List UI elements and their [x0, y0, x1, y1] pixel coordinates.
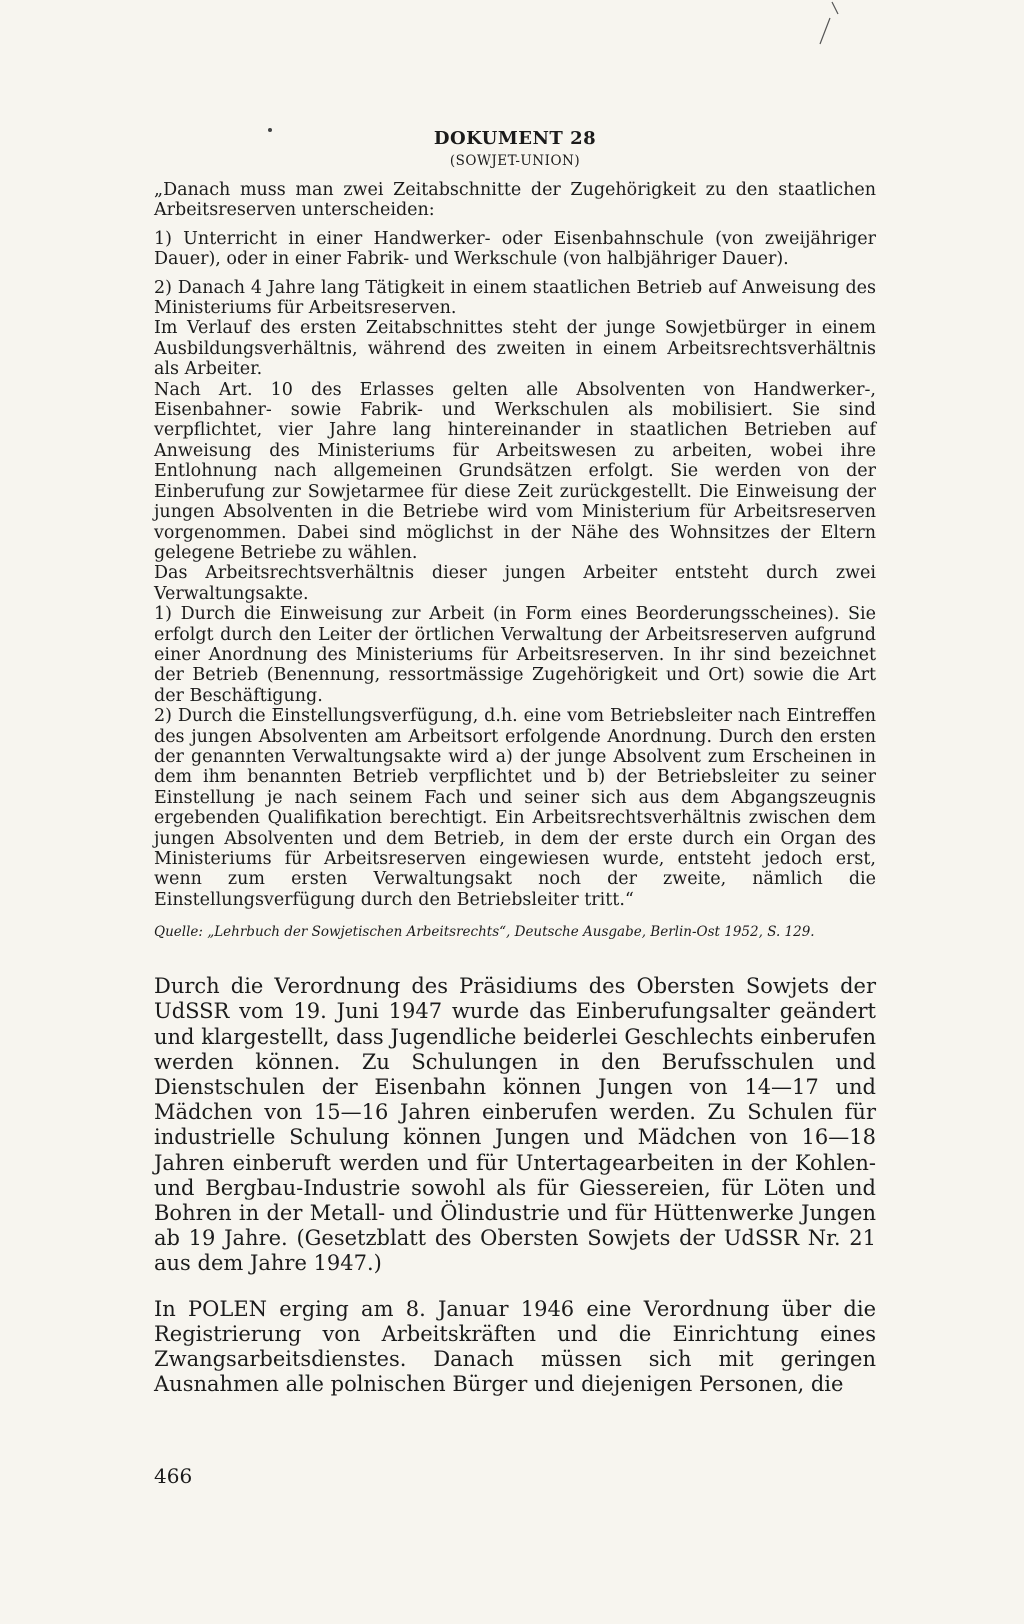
body-paragraph: Durch die Verordnung des Präsidiums des Obersten Sowjets der UdSSR vom 19. Juni 1947 wurde das Einberufungsalter geändert und klargestellt, dass Jugendliche beiderlei Geschlechts einberufen werden können. Zu Schulungen in den Berufsschulen und Dienstschulen der Eisenbahn können Jungen von 14—17 und Mädchen von 15—16 Jahren einberufen werden. Zu Schulen für industrielle Schulung können Jungen und Mädchen von 16—18 Jahren einberuft werden und für Untertagearbeiten in der Kohlen- und Bergbau-Industrie sowohl als für Giessereien, für Löten und Bohren in der Metall- und Ölindustrie und für Hüttenwerke Jungen ab 19 Jahre. (Gesetzblatt des Obersten Sowjets der UdSSR Nr. 21 aus dem Jahre 1947.) [154, 974, 876, 1276]
body-text [154, 974, 876, 1397]
quote-paragraph: 2) Danach 4 Jahre lang Tätigkeit in einem staatlichen Betrieb auf Anweisung des Ministeriums für Arbeitsreserven. [154, 277, 876, 319]
page-number: 466 [154, 1464, 193, 1488]
document-subtitle: (SOWJET-UNION) [449, 153, 581, 169]
document-title: DOKUMENT 28 [433, 128, 597, 149]
document-page [154, 128, 876, 1397]
quote-paragraph: 1) Durch die Einweisung zur Arbeit (in Form eines Beorderungsscheines). Sie erfolgt durch den Leiter der örtlichen Verwaltung der Arbeitsreserven aufgrund einer Anordnung des Ministeriums für Arbeitsreserven. In ihr sind bezeichnet der Betrieb (Benennung, ressortmässige Zugehörigkeit und Ort) sowie die Art der Beschäftigung. [154, 604, 876, 706]
quote-paragraph: „Danach muss man zwei Zeitabschnitte der Zugehörigkeit zu den staatlichen Arbeitsreserven unterscheiden: [154, 180, 876, 221]
quoted-passage [154, 180, 876, 910]
quote-paragraph: Nach Art. 10 des Erlasses gelten alle Absolventen von Handwerker-, Eisenbahner- sowie Fabrik- und Werkschulen als mobilisiert. Sie sind verpflichtet, vier Jahre lang hintereinander in staatlichen Betrieben auf Anweisung des Ministeriums für Arbeitswesen zu arbeiten, wobei ihre Entlohnung nach allgemeinen Grundsätzen erfolgt. Sie werden von der Einberufung zur Sowjetarmee für diese Zeit zurückgestellt. Die Einweisung der jungen Absolventen in die Betriebe wird vom Ministerium für Arbeitsreserven vorgenommen. Dabei sind möglichst in der Nähe des Wohnsitzes der Eltern gelegene Betriebe zu wählen. [154, 379, 876, 563]
source-citation: Quelle: „Lehrbuch der Sowjetischen Arbeitsrechts“, Deutsche Ausgabe, Berlin-Ost 1952, S. 129. [154, 924, 815, 941]
quote-paragraph: 1) Unterricht in einer Handwerker- oder Eisenbahnschule (von zweijähriger Dauer), oder in einer Fabrik- und Werkschule (von halbjähriger Dauer). [154, 228, 876, 270]
quote-paragraph: Im Verlauf des ersten Zeitabschnittes steht der junge Sowjetbürger in einem Ausbildungsverhältnis, während des zweiten in einem Arbeitsrechtsverhältnis als Arbeiter. [154, 318, 876, 380]
corner-pencil-mark [812, 0, 852, 60]
body-paragraph: In POLEN erging am 8. Januar 1946 eine Verordnung über die Registrierung von Arbeitskräften und die Einrichtung eines Zwangsarbeitsdienstes. Danach müssen sich mit geringen Ausnahmen alle polnischen Bürger und diejenigen Personen, die [154, 1296, 876, 1397]
quote-paragraph: 2) Durch die Einstellungsverfügung, d.h. eine vom Betriebsleiter nach Eintreffen des jungen Absolventen am Arbeitsort erfolgende Anordnung. Durch den ersten der genannten Verwaltungsakte wird a) der junge Absolvent zum Erscheinen in dem ihm benannten Betrieb verpflichtet und b) der Betriebsleiter zu seiner Einstellung je nach seinem Fach und seiner sich aus dem Abgangszeugnis ergebenden Qualifikation berechtigt. Ein Arbeitsrechtsverhältnis zwischen dem jungen Absolventen und dem Betrieb, in dem der erste durch ein Organ des Ministeriums für Arbeitsreserven eingewiesen wurde, entsteht jedoch erst, wenn zum ersten Verwaltungsakt noch der zweite, nämlich die Einstellungsverfügung durch den Betriebsleiter tritt.“ [154, 706, 876, 910]
quote-paragraph: Das Arbeitsrechtsverhältnis dieser jungen Arbeiter entsteht durch zwei Verwaltungsakte. [154, 563, 876, 604]
